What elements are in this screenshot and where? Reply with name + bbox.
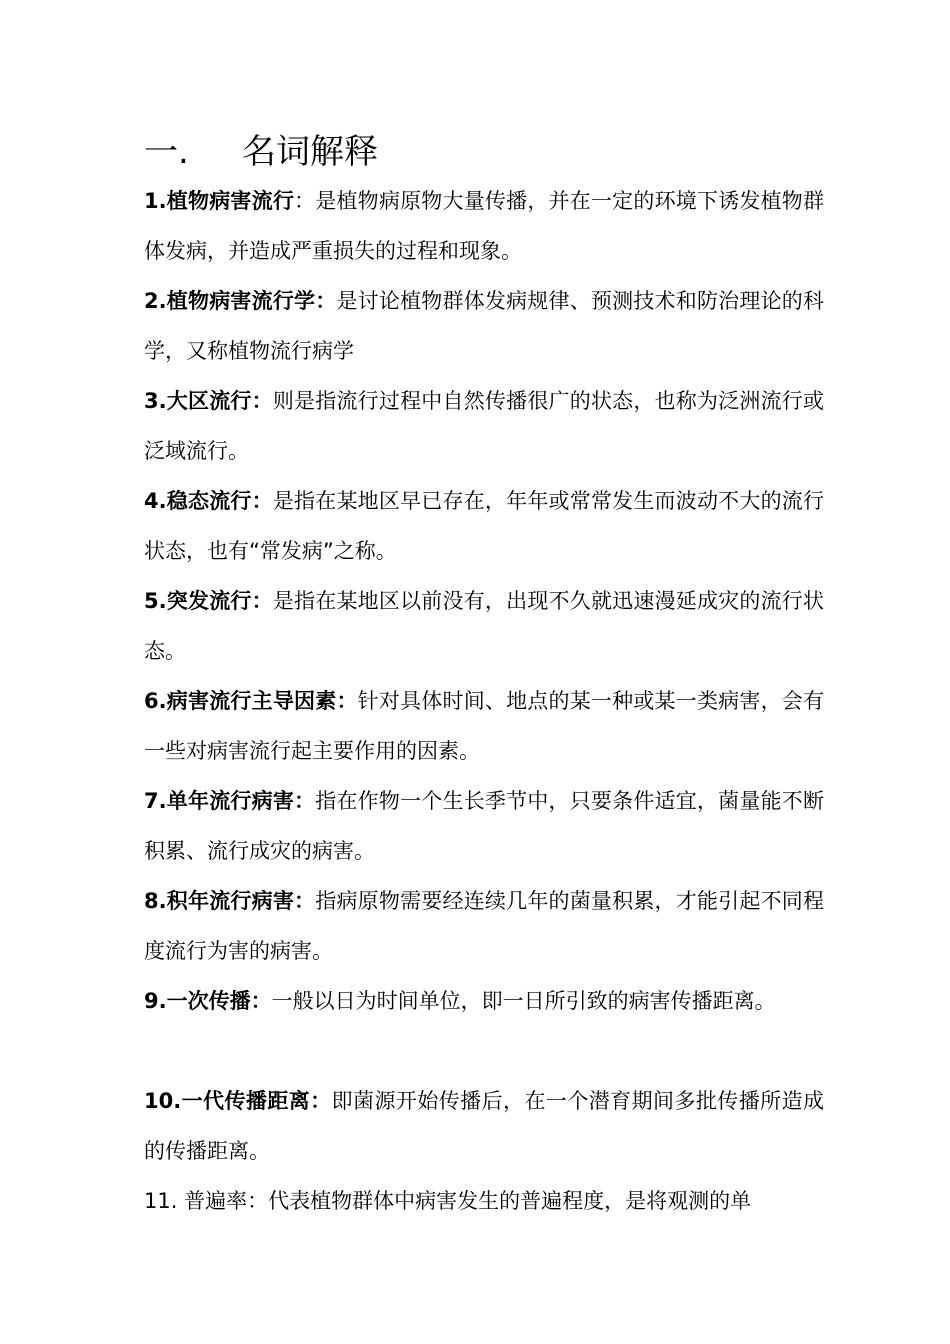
definition-text: 指在作物一个生长季节中，只要条件适宜，菌量能不断积累、流行成灾的病害。 <box>144 789 825 863</box>
definition-text: 是指在某地区以前没有，出现不久就迅速漫延成灾的流行状态。 <box>144 589 825 663</box>
definition-text: 是植物病原物大量传播，并在一定的环境下诱发植物群体发病，并造成严重损失的过程和现象。 <box>144 189 825 263</box>
definition-text: 是指在某地区早已存在，年年或常常发生而波动不大的流行状态，也有“常发病”之称。 <box>144 489 825 563</box>
definition-item <box>144 376 824 476</box>
blank-line <box>144 1026 824 1076</box>
definition-item <box>144 1076 824 1176</box>
definition-term: 7.单年流行病害： <box>144 789 316 813</box>
definition-item <box>144 676 824 776</box>
definition-item <box>144 976 824 1026</box>
definition-text: 则是指流行过程中自然传播很广的状态，也称为泛洲流行或泛域流行。 <box>144 389 825 463</box>
definition-term: 10.一代传播距离： <box>144 1089 332 1113</box>
definition-text: 指病原物需要经连续几年的菌量积累，才能引起不同程度流行为害的病害。 <box>144 889 825 963</box>
definition-item <box>144 1176 824 1226</box>
definition-text: 是讨论植物群体发病规律、预测技术和防治理论的科学，又称植物流行病学 <box>144 289 824 363</box>
definition-item <box>144 476 824 576</box>
definition-item <box>144 176 824 276</box>
definition-item <box>144 576 824 676</box>
definition-text: 11. 普遍率：代表植物群体中病害发生的普遍程度，是将观测的单 <box>144 1189 752 1213</box>
definitions-list <box>144 176 824 1226</box>
definition-text: 即菌源开始传播后，在一个潜育期间多批传播所造成的传播距离。 <box>144 1089 825 1163</box>
section-number: 一. <box>144 132 189 172</box>
definition-term: 1.植物病害流行 <box>144 189 295 213</box>
definition-term: 4.稳态流行： <box>144 489 273 513</box>
definition-item <box>144 776 824 876</box>
definition-term: 9.一次传播： <box>144 989 272 1013</box>
definition-item <box>144 276 824 376</box>
term-separator: ： <box>294 189 316 213</box>
definition-term: 3.大区流行： <box>144 389 273 413</box>
definition-term: 2.植物病害流行学： <box>144 289 337 313</box>
definition-text: 一般以日为时间单位，即一日所引致的病害传播距离。 <box>271 989 776 1013</box>
definition-term: 5.突发流行： <box>144 589 273 613</box>
section-title: 名词解释 <box>242 132 378 172</box>
definition-term: 6.病害流行主导因素： <box>144 689 358 713</box>
section-heading <box>144 128 378 176</box>
definition-item <box>144 876 824 976</box>
definition-term: 8.积年流行病害： <box>144 889 316 913</box>
definition-text: 针对具体时间、地点的某一种或某一类病害，会有一些对病害流行起主要作用的因素。 <box>144 689 824 763</box>
